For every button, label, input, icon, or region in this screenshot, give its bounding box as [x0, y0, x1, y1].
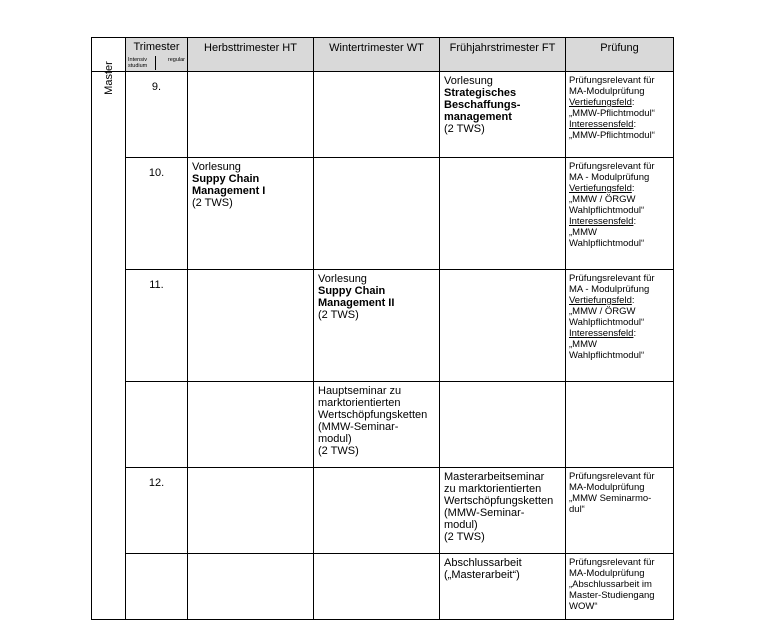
- course-credits: (2 TWS): [318, 445, 359, 457]
- seminar-text: (MMW-Seminar-: [444, 507, 525, 519]
- cell-pruefung: [566, 72, 674, 158]
- course-title: Suppy Chain: [318, 285, 386, 297]
- exam-text: „Abschlussarbeit im: [569, 579, 652, 590]
- vertiefungsfeld-line: [569, 183, 670, 194]
- header-wintertrimester: Wintertrimester WT: [314, 38, 440, 72]
- cell-pruefung: [566, 158, 674, 270]
- cell-wt: [314, 270, 440, 382]
- course-type: Vorlesung: [318, 273, 367, 285]
- seminar-text: modul): [318, 433, 352, 445]
- exam-text: Wahlpflichtmodul“: [569, 317, 645, 328]
- colon: :: [631, 97, 635, 108]
- cell-wt: [314, 554, 440, 620]
- exam-text: MA - Modulprüfung: [569, 172, 650, 183]
- trimester-number: 10.: [126, 158, 188, 270]
- interessensfeld-label: Interessensfeld: [569, 328, 634, 339]
- vertiefungsfeld-line: [569, 295, 670, 306]
- cell-wt: [314, 382, 440, 468]
- cell-ft: [440, 382, 566, 468]
- cell-ft: [440, 468, 566, 554]
- course-credits: (2 TWS): [444, 123, 485, 135]
- course-title: management: [444, 111, 512, 123]
- exam-text: Wahlpflichtmodul“: [569, 350, 645, 361]
- course-credits: (2 TWS): [192, 197, 233, 209]
- table-row-10: [92, 158, 674, 270]
- exam-text: Prüfungsrelevant für: [569, 75, 655, 86]
- table-row-12-thesis: [92, 554, 674, 620]
- header-trimester-label: Trimester: [133, 41, 180, 53]
- cell-ht: [188, 72, 314, 158]
- cell-pruefung: [566, 382, 674, 468]
- seminar-text: modul): [444, 519, 478, 531]
- interessensfeld-line: [569, 328, 670, 339]
- course-type: Vorlesung: [444, 75, 493, 87]
- exam-text: „MMW / ÖRGW: [569, 194, 636, 205]
- table-row-11-seminar: [92, 382, 674, 468]
- exam-text: MA-Modulprüfung: [569, 482, 645, 493]
- vertiefungsfeld-line: [569, 97, 670, 108]
- course-credits: (2 TWS): [444, 531, 485, 543]
- seminar-text: Masterarbeitseminar: [444, 471, 545, 483]
- master-label: Master: [102, 61, 115, 95]
- seminar-text: marktorientierten: [318, 397, 401, 409]
- exam-text: WOW“: [569, 601, 598, 612]
- interessensfeld-line: [569, 216, 670, 227]
- seminar-text: Wertschöpfungsketten: [444, 495, 554, 507]
- exam-text: „MMW-Pflichtmodul“: [569, 130, 655, 141]
- cell-ft: [440, 554, 566, 620]
- exam-text: MA - Modulprüfung: [569, 284, 650, 295]
- exam-text: Master-Studiengang: [569, 590, 655, 601]
- exam-text: „MMW: [569, 227, 597, 238]
- interessensfeld-label: Interessensfeld: [569, 119, 634, 130]
- interessensfeld-label: Interessensfeld: [569, 216, 634, 227]
- exam-text: Prüfungsrelevant für: [569, 471, 655, 482]
- table-row-9: [92, 72, 674, 158]
- course-credits: (2 TWS): [318, 309, 359, 321]
- course-title: Strategisches: [444, 87, 517, 99]
- vertiefungsfeld-label: Vertiefungsfeld: [569, 183, 632, 194]
- master-side-cell: [92, 61, 126, 620]
- course-title: Beschaffungs-: [444, 99, 521, 111]
- course-title: Management I: [192, 185, 266, 197]
- colon: :: [633, 216, 637, 227]
- cell-pruefung: [566, 270, 674, 382]
- exam-text: MA-Modulprüfung: [569, 86, 645, 97]
- header-trimester-sub: [128, 57, 185, 70]
- header-row: [92, 38, 674, 72]
- header-trimester: [126, 38, 188, 72]
- cell-ft: [440, 270, 566, 382]
- interessensfeld-line: [569, 119, 670, 130]
- cell-ht: [188, 554, 314, 620]
- exam-text: „MMW-Pflichtmodul“: [569, 108, 655, 119]
- cell-wt: [314, 158, 440, 270]
- header-pruefung: Prüfung: [566, 38, 674, 72]
- trimester-number: 9.: [126, 72, 188, 158]
- cell-pruefung: [566, 554, 674, 620]
- cell-ht: [188, 468, 314, 554]
- trimester-number-empty: [126, 382, 188, 468]
- cell-wt: [314, 468, 440, 554]
- seminar-text: Hauptseminar zu: [318, 385, 402, 397]
- header-fruehjahrstrimester: Frühjahrstrimester FT: [440, 38, 566, 72]
- colon: :: [631, 295, 635, 306]
- exam-text: „MMW Seminarmo-: [569, 493, 652, 504]
- vertiefungsfeld-label: Vertiefungsfeld: [569, 295, 632, 306]
- cell-ft: [440, 72, 566, 158]
- colon: :: [633, 328, 637, 339]
- exam-text: „MMW / ÖRGW: [569, 306, 636, 317]
- trimester-number-empty: [126, 554, 188, 620]
- course-type: Vorlesung: [192, 161, 241, 173]
- header-intensiv: Intensiv studium: [128, 57, 148, 69]
- exam-text: Wahlpflichtmodul“: [569, 205, 645, 216]
- seminar-text: (MMW-Seminar-: [318, 421, 399, 433]
- cell-ht: [188, 382, 314, 468]
- table-row-11: [92, 270, 674, 382]
- exam-text: „MMW: [569, 339, 597, 350]
- exam-text: Prüfungsrelevant für: [569, 161, 655, 172]
- exam-text: Prüfungsrelevant für: [569, 273, 655, 284]
- seminar-text: zu marktorientierten: [444, 483, 542, 495]
- cell-ht: [188, 158, 314, 270]
- course-title: Management II: [318, 297, 395, 309]
- exam-text: Wahlpflichtmodul“: [569, 238, 645, 249]
- cell-ht: [188, 270, 314, 382]
- exam-text: MA-Modulprüfung: [569, 568, 645, 579]
- thesis-text: („Masterarbeit“): [444, 569, 520, 581]
- exam-text: dul“: [569, 504, 585, 515]
- thesis-text: Abschlussarbeit: [444, 557, 522, 569]
- course-title: Suppy Chain: [192, 173, 260, 185]
- header-regular: regular: [167, 57, 185, 63]
- cell-ft: [440, 158, 566, 270]
- trimester-number: 12.: [126, 468, 188, 554]
- seminar-text: Wertschöpfungsketten: [318, 409, 428, 421]
- header-sub-divider: [155, 56, 156, 70]
- table-row-12: [92, 468, 674, 554]
- colon: :: [631, 183, 635, 194]
- exam-text: Prüfungsrelevant für: [569, 557, 655, 568]
- vertiefungsfeld-label: Vertiefungsfeld: [569, 97, 632, 108]
- colon: :: [633, 119, 637, 130]
- trimester-number: 11.: [126, 270, 188, 382]
- schedule-table: [91, 37, 674, 620]
- cell-wt: [314, 72, 440, 158]
- cell-pruefung: [566, 468, 674, 554]
- header-herbsttrimester: Herbsttrimester HT: [188, 38, 314, 72]
